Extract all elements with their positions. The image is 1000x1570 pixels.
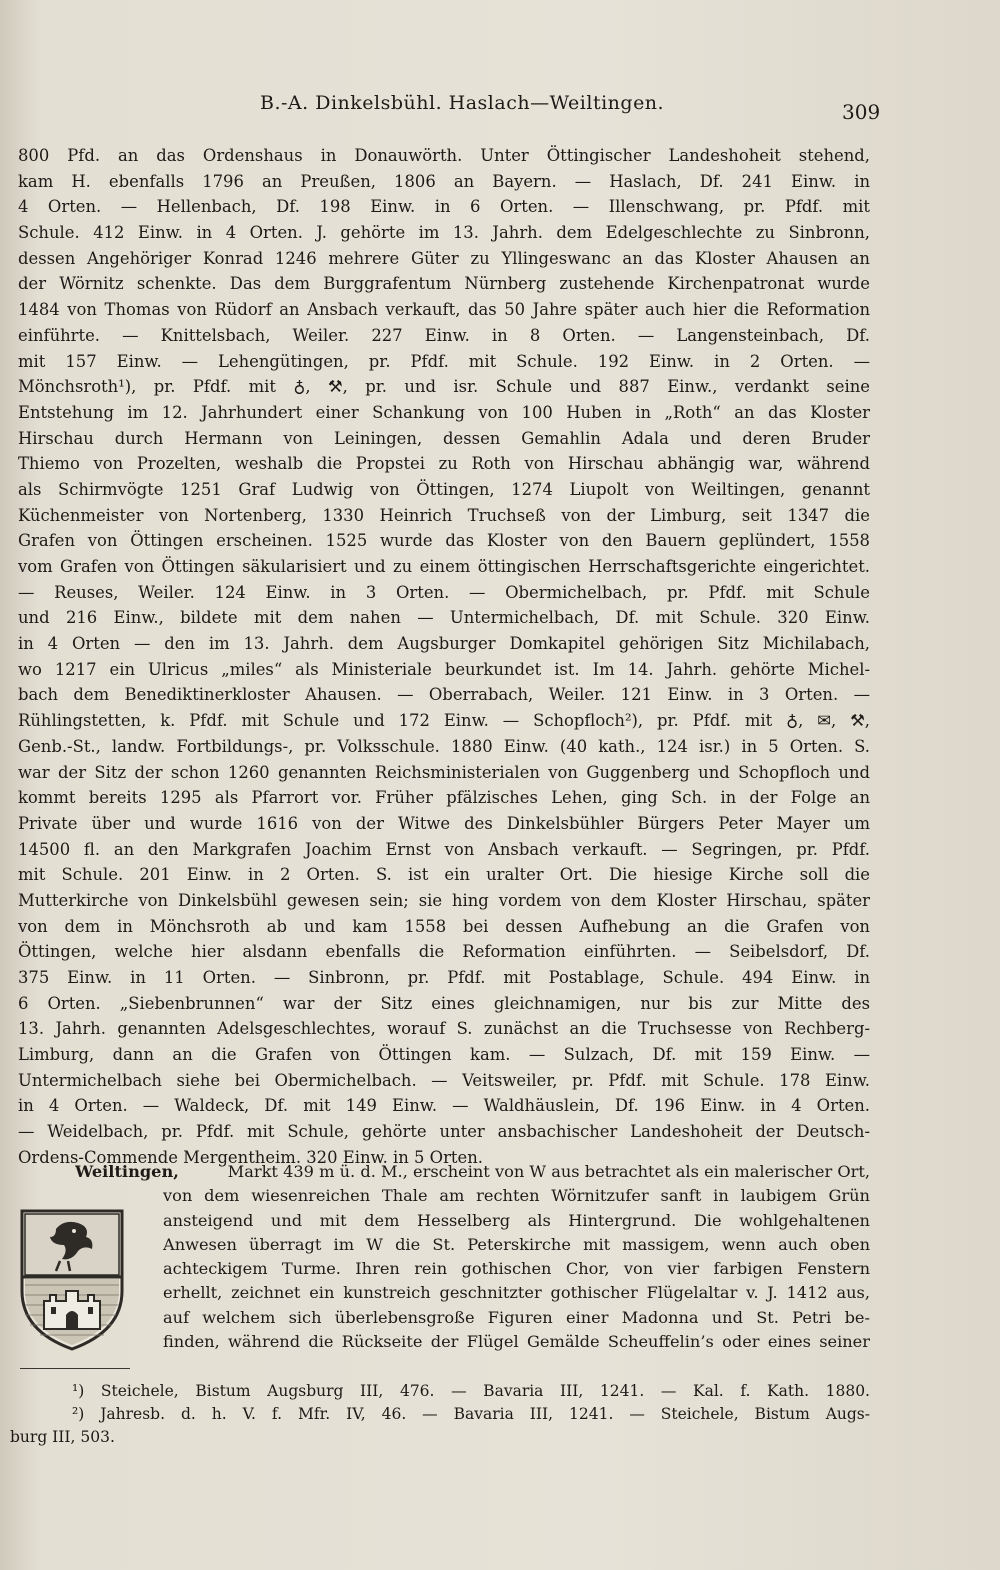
body-line: Ordens-Commende Mergentheim. 320 Einw. in 5 Orten.: [18, 1147, 483, 1167]
body-line: dessen Angehöriger Konrad 1246 mehrere Güter zu Yllingeswanc an das Kloster Ahausen an: [18, 248, 870, 268]
body-line: mit Schule. 201 Einw. in 2 Orten. S. ist ein uralter Ort. Die hiesige Kirche soll die: [18, 865, 870, 885]
body-line: Grafen von Öttingen erscheinen. 1525 wurde das Kloster von den Bauern geplündert, 1558: [18, 531, 870, 551]
entry-first-line: [75, 1160, 870, 1184]
body-line: 13. Jahrh. genannten Adelsgeschlechtes, worauf S. zunächst an die Truchsesse von Rechberg-: [18, 1019, 870, 1039]
body-line: von dem in Mönchsroth ab und kam 1558 bei dessen Aufhebung an die Grafen von: [18, 916, 870, 936]
body-line: Schule. 412 Einw. in 4 Orten. J. gehörte im 13. Jahrh. dem Edelgeschlechte zu Sinbronn,: [18, 223, 870, 243]
entry-first-line-text: Markt 439 m ü. d. M., erscheint von W aus betrachtet als ein malerischer Ort,: [227, 1162, 870, 1181]
entry-line: finden, während die Rückseite der Flügel Gemälde Scheuffelin’s oder eines seiner: [163, 1332, 870, 1352]
entry-line: achteckigem Turme. Ihren rein gothischen Chor, von vier farbigen Fenstern: [163, 1259, 870, 1279]
body-line: war der Sitz der schon 1260 genannten Reichsministerialen von Guggenberg und Schopfloch und: [18, 762, 870, 782]
body-line: und 216 Einw., bildete mit dem nahen — Untermichelbach, Df. mit Schule. 320 Einw.: [18, 608, 870, 628]
entry-line: Anwesen überragt im W die St. Peterskirche mit massigem, wenn auch oben: [163, 1234, 870, 1254]
body-line: einführte. — Knittelsbach, Weiler. 227 Einw. in 8 Orten. — Langensteinbach, Df.: [18, 325, 870, 345]
body-line: 6 Orten. „Siebenbrunnen“ war der Sitz eines gleichnamigen, nur bis zur Mitte des: [18, 993, 870, 1013]
page-number: 309: [842, 100, 881, 124]
body-line: vom Grafen von Öttingen säkularisiert und zu einem öttingischen Herrschaftsgerichte eingerichtet.: [18, 557, 870, 576]
body-text: [18, 143, 870, 1171]
body-line: Entstehung im 12. Jahrhundert einer Schankung von 100 Huben in „Roth“ an das Kloster: [18, 402, 870, 422]
body-line: — Reuses, Weiler. 124 Einw. in 3 Orten. — Obermichelbach, pr. Pfdf. mit Schule: [18, 582, 870, 602]
entry-line: erhellt, zeichnet ein kunstreich geschnitzter gothischer Flügelaltar v. J. 1412 aus,: [163, 1283, 870, 1303]
body-line: kommt bereits 1295 als Pfarrort vor. Früher pfälzisches Lehen, ging Sch. in der Folge an: [18, 788, 870, 808]
body-line: Limburg, dann an die Grafen von Öttingen kam. — Sulzach, Df. mit 159 Einw. —: [18, 1045, 870, 1065]
body-line: Rühlingstetten, k. Pfdf. mit Schule und 172 Einw. — Schopfloch²), pr. Pfdf. mit ♁, ✉, ⚒,: [18, 711, 870, 731]
body-line: 375 Einw. in 11 Orten. — Sinbronn, pr. Pfdf. mit Postablage, Schule. 494 Einw. in: [18, 968, 870, 987]
weiltingen-entry: [75, 1160, 870, 1354]
body-line: Küchenmeister von Nortenberg, 1330 Heinrich Truchseß von der Limburg, seit 1347 die: [18, 505, 870, 525]
body-line: Untermichelbach siehe bei Obermichelbach. — Veitsweiler, pr. Pfdf. mit Schule. 178 Einw.: [18, 1070, 870, 1090]
body-line: Öttingen, welche hier alsdann ebenfalls die Reformation einführten. — Seibelsdorf, Df.: [18, 942, 870, 962]
body-line: 14500 fl. an den Markgrafen Joachim Ernst von Ansbach verkauft. — Segringen, pr. Pfdf.: [18, 839, 870, 859]
footnote-2-continued: burg III, 503.: [10, 1428, 115, 1446]
body-line: Mutterkirche von Dinkelsbühl gewesen sein; sie hing vordem von dem Kloster Hirschau, später: [18, 890, 870, 910]
body-line: 1484 von Thomas von Rüdorf an Ansbach verkauft, das 50 Jahre später auch hier die Reformation: [18, 300, 870, 320]
body-line: in 4 Orten. — Waldeck, Df. mit 149 Einw. — Waldhäuslein, Df. 196 Einw. in 4 Orten.: [18, 1096, 870, 1116]
body-line: mit 157 Einw. — Lehengütingen, pr. Pfdf. mit Schule. 192 Einw. in 2 Orten. —: [18, 351, 870, 371]
footnote-2: ²) Jahresb. d. h. V. f. Mfr. IV, 46. — Bavaria III, 1241. — Steichele, Bistum Augs-: [72, 1405, 870, 1423]
body-line: kam H. ebenfalls 1796 an Preußen, 1806 an Bayern. — Haslach, Df. 241 Einw. in: [18, 171, 870, 191]
body-line: in 4 Orten — den im 13. Jahrh. dem Augsburger Domkapitel gehörigen Sitz Michilabach,: [18, 634, 870, 654]
entry-line: von dem wiesenreichen Thale am rechten Wörnitzufer sanft in laubigem Grün: [163, 1186, 870, 1206]
body-line: Hirschau durch Hermann von Leiningen, dessen Gemahlin Adala und deren Bruder: [18, 428, 870, 448]
page-header: [0, 92, 1000, 126]
body-line: Genb.-St., landw. Fortbildungs-, pr. Volksschule. 1880 Einw. (40 kath., 124 isr.) in 5 Orten. S.: [18, 736, 870, 756]
body-line: der Wörnitz schenkte. Das dem Burggrafentum Nürnberg zustehende Kirchenpatronat wurde: [18, 274, 870, 294]
body-line: Thiemo von Prozelten, weshalb die Propstei zu Roth von Hirschau abhängig war, während: [18, 454, 870, 474]
body-line: 800 Pfd. an das Ordenshaus in Donauwörth. Unter Öttingischer Landeshoheit stehend,: [18, 146, 870, 165]
body-line: als Schirmvögte 1251 Graf Ludwig von Öttingen, 1274 Liupolt von Weiltingen, genannt: [18, 479, 870, 499]
entry-text: [163, 1184, 870, 1354]
entry-line: auf welchem sich überlebensgroße Figuren einer Madonna und St. Petri be-: [163, 1307, 870, 1327]
body-line: 4 Orten. — Hellenbach, Df. 198 Einw. in 6 Orten. — Illenschwang, pr. Pfdf. mit: [18, 197, 870, 217]
body-line: wo 1217 ein Ulricus „miles“ als Ministeriale beurkundet ist. Im 14. Jahrh. gehörte Michel-: [18, 659, 870, 679]
entry-title: Weiltingen,: [75, 1162, 179, 1181]
footnotes: [10, 1380, 870, 1449]
coat-of-arms-image: [16, 1205, 128, 1353]
body-line: bach dem Benediktinerkloster Ahausen. — Oberrabach, Weiler. 121 Einw. in 3 Orten. —: [18, 685, 870, 705]
body-line: Private über und wurde 1616 von der Witwe des Dinkelsbühler Bürgers Peter Mayer um: [18, 813, 870, 833]
footnote-1: ¹) Steichele, Bistum Augsburg III, 476. — Bavaria III, 1241. — Kal. f. Kath. 1880.: [72, 1382, 870, 1400]
footnote-rule: [20, 1368, 130, 1369]
body-line: — Weidelbach, pr. Pfdf. mit Schule, gehörte unter ansbachischer Landeshoheit der Deutsch-: [18, 1122, 870, 1142]
running-head: B.-A. Dinkelsbühl. Haslach—Weiltingen.: [260, 92, 665, 114]
body-line: Mönchsroth¹), pr. Pfdf. mit ♁, ⚒, pr. und isr. Schule und 887 Einw., verdankt seine: [18, 377, 870, 397]
entry-line: ansteigend und mit dem Hesselberg als Hintergrund. Die wohlgehaltenen: [163, 1210, 870, 1230]
